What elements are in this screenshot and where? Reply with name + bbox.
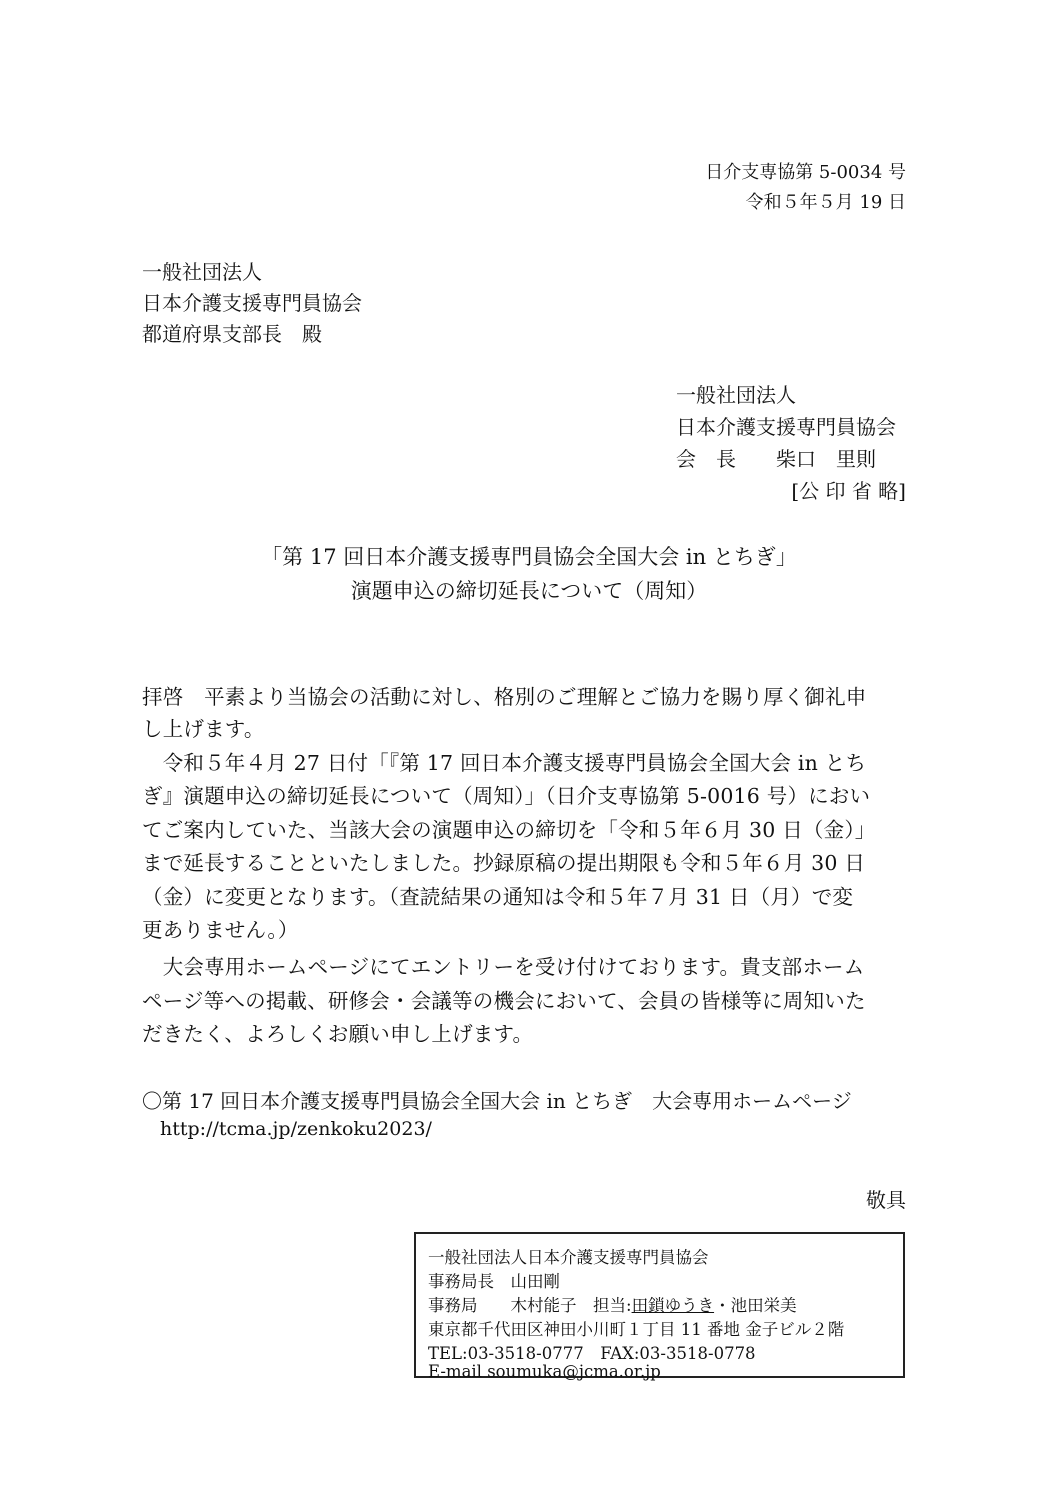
contact-address: 東京都千代田区神田小川町１丁目 11 番地 金子ビル２階 [428,1320,845,1339]
sender-line-1: 一般社団法人 [676,383,796,407]
body-line: 令和５年４月 27 日付「『第 17 回日本介護支援専門員協会全国大会 in とち [142,751,867,775]
document-date: 令和５年５月 19 日 [745,192,906,213]
contact-person-underlined: 田鎖ゆうき [631,1296,715,1315]
sender-line-2: 日本介護支援専門員協会 [676,415,896,439]
body-line: 拝啓 平素より当協会の活動に対し、格別のご理解とご協力を賜り厚く御礼申 [142,685,867,709]
seal-omitted-note: [公 印 省 略] [791,479,906,503]
document-number: 日介支専協第 5-0034 号 [705,162,906,183]
body-line: まで延長することといたしました。抄録原稿の提出期限も令和５年６月 30 日 [142,851,866,875]
body-line: ぎ』演題申込の締切延長について（周知）」（日介支専協第 5-0016 号）におい [142,784,871,808]
contact-office-rest: ・池田栄美 [714,1296,797,1315]
sender-president-label: 会 長 [676,447,736,471]
contact-office-prefix: 事務局 木村能子 担当: [428,1296,632,1315]
notice-title-line-2: 演題申込の締切延長について（周知） [350,579,708,603]
body-line: だきたく、よろしくお願い申し上げます。 [142,1022,534,1046]
body-line: 更ありません。） [142,918,299,942]
sender-president-name: 柴口 里則 [776,447,876,471]
contact-office [428,1292,797,1316]
recipient-line-2: 日本介護支援専門員協会 [142,291,362,315]
body-line: てご案内していた、当該大会の演題申込の締切を「令和５年６月 30 日（金）」 [142,818,876,842]
closing-phrase: 敬具 [866,1188,906,1212]
body-line: 大会専用ホームページにてエントリーを受け付けております。貴支部ホーム [142,955,865,979]
notice-title-line-1: 「第 17 回日本介護支援専門員協会全国大会 in とちぎ」 [261,545,797,569]
recipient-line-1: 一般社団法人 [142,260,262,284]
recipient-line-3: 都道府県支部長 殿 [142,322,322,346]
homepage-url-link[interactable]: http://tcma.jp/zenkoku2023/ [160,1118,432,1140]
homepage-label: 〇第 17 回日本介護支援専門員協会全国大会 in とちぎ 大会専用ホームページ [142,1089,852,1113]
contact-email[interactable]: E-mail soumuka@jcma.or.jp [428,1362,661,1381]
contact-info-box [414,1232,905,1381]
contact-tel-fax: TEL:03-3518-0777 FAX:03-3518-0778 [428,1344,756,1363]
body-line: （金）に変更となります。（査読結果の通知は令和５年７月 31 日（月）で変 [142,885,854,909]
contact-secretary-general: 事務局長 山田剛 [428,1272,560,1291]
contact-org: 一般社団法人日本介護支援専門員協会 [428,1248,709,1267]
body-line: し上げます。 [142,717,265,741]
body-line: ページ等への掲載、研修会・会議等の機会において、会員の皆様等に周知いた [142,989,866,1013]
